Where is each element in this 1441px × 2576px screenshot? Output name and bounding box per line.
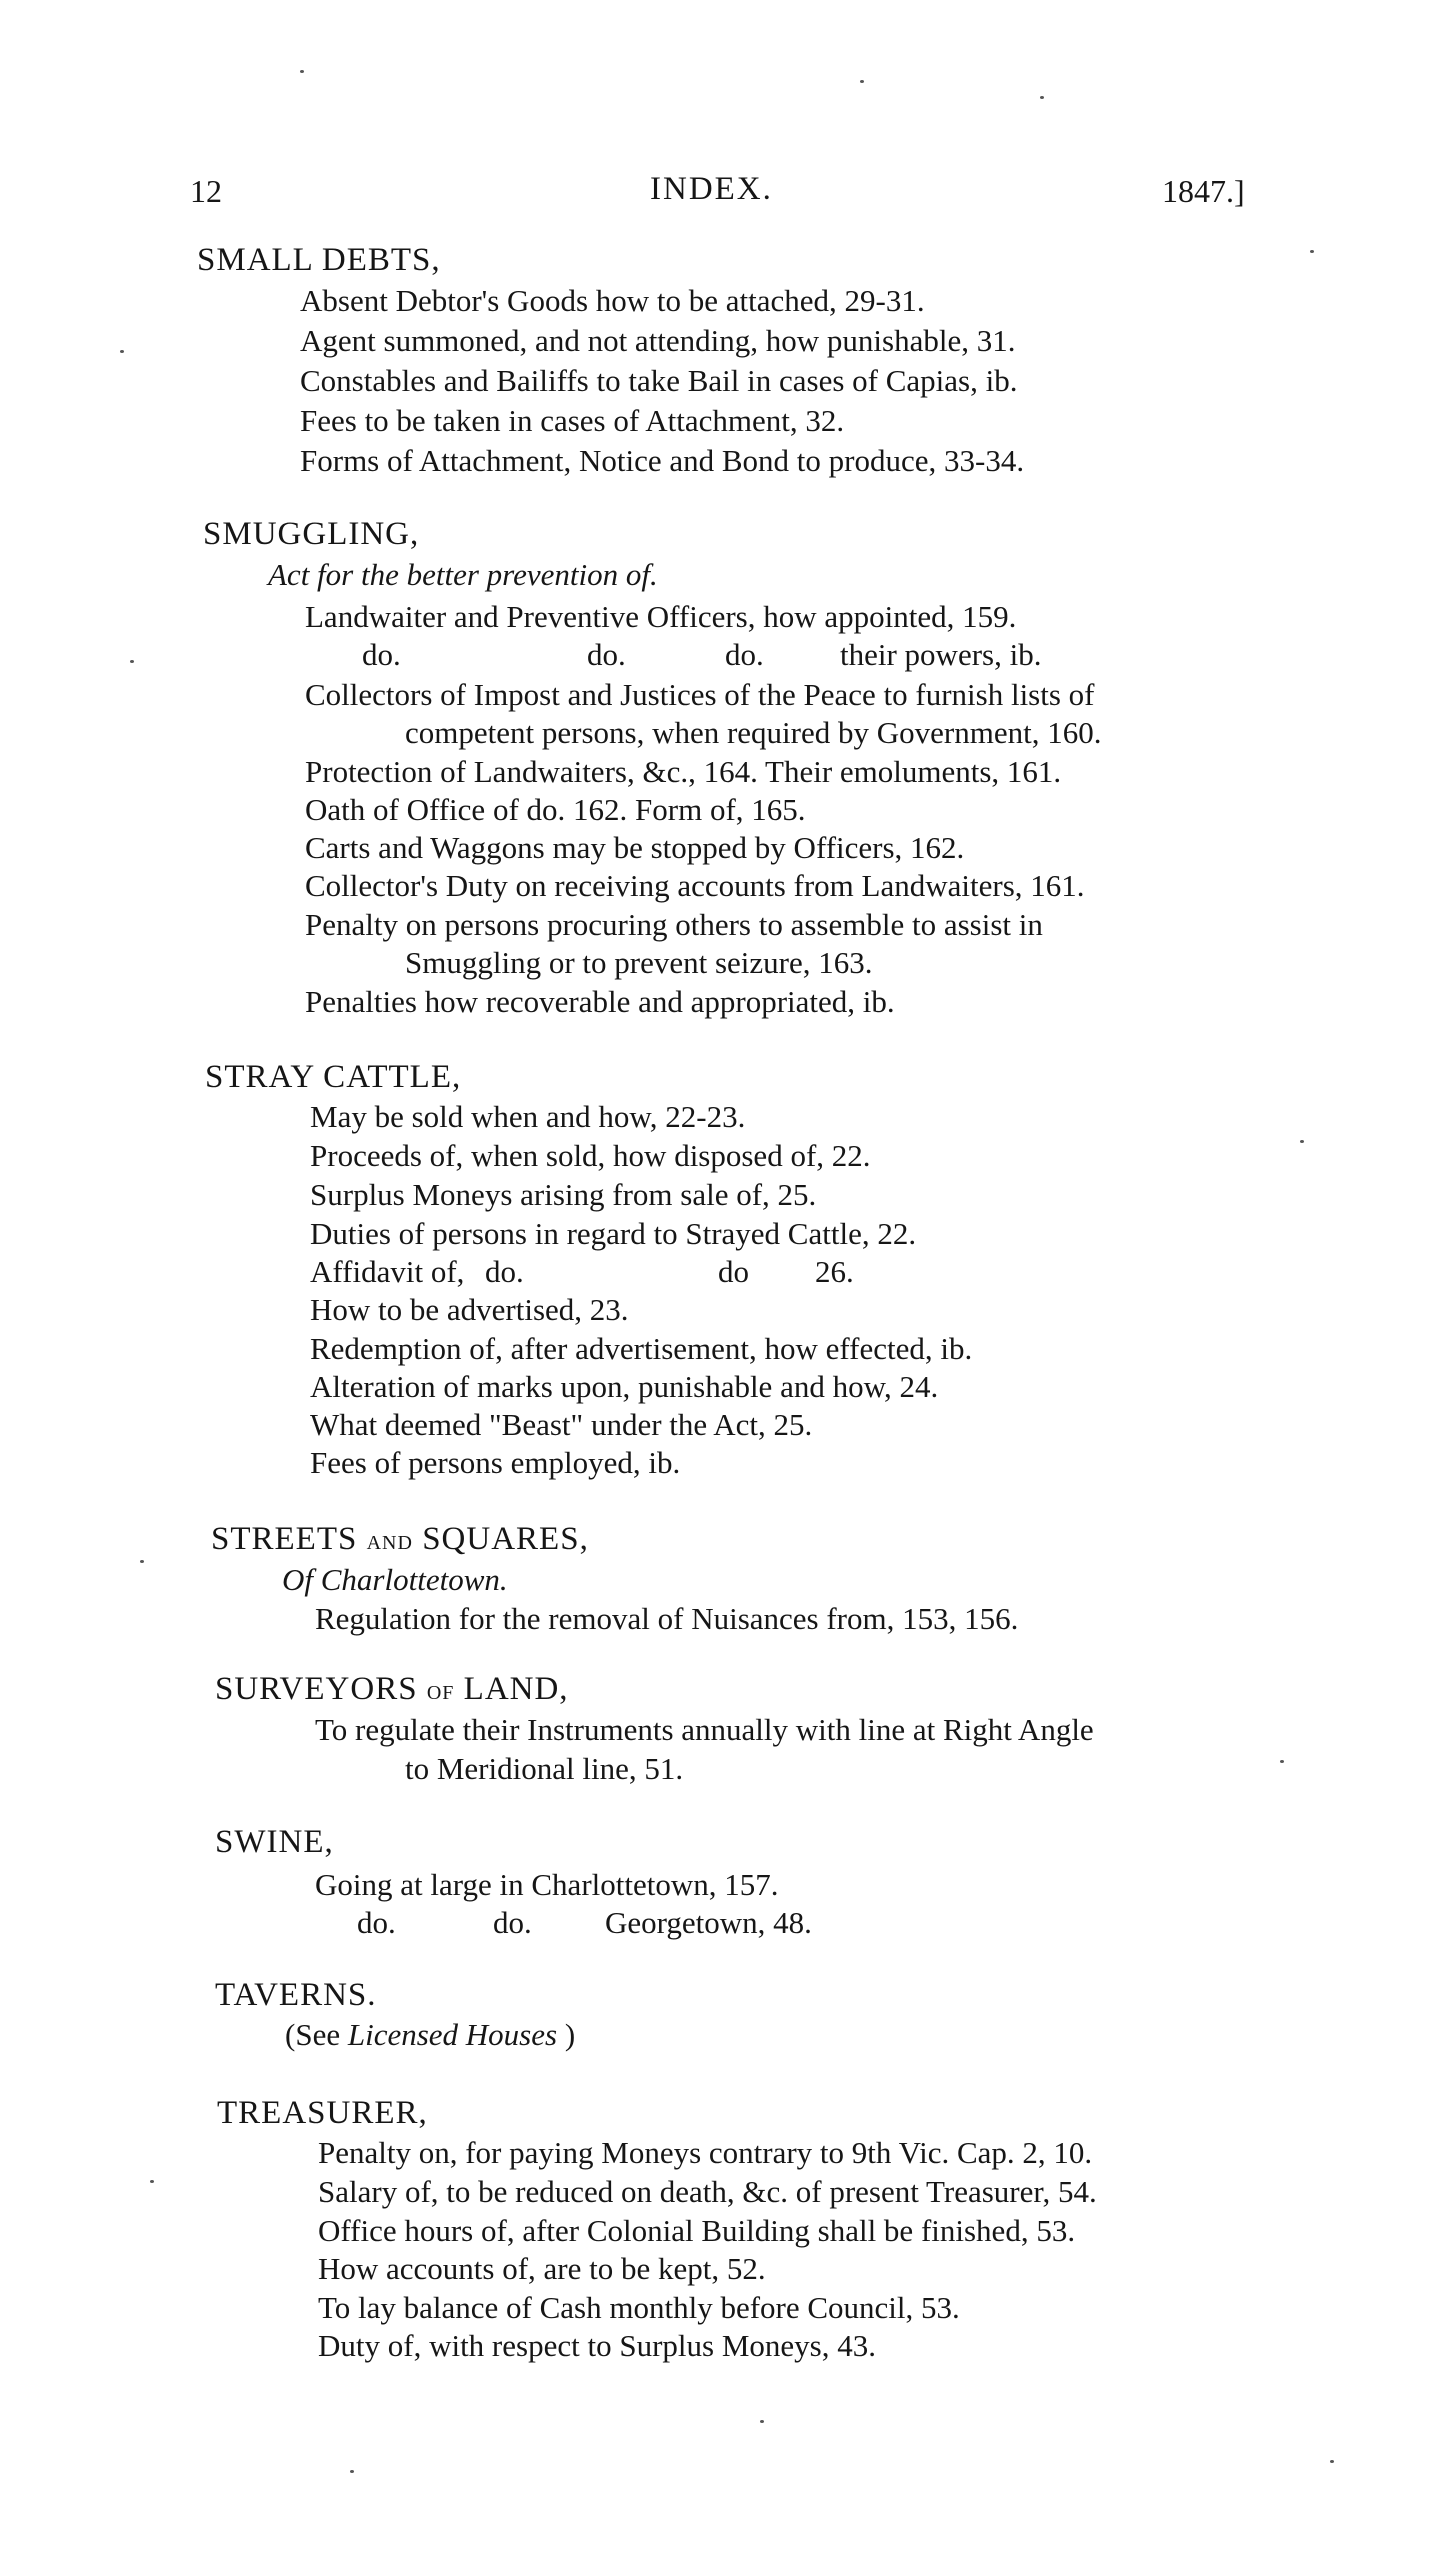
see-close: ) xyxy=(564,2017,576,2052)
index-entry-continued: Smuggling or to prevent seizure, 163. xyxy=(405,945,873,980)
page-title: INDEX. xyxy=(650,171,773,207)
section-heading xyxy=(215,1669,569,1713)
scan-speck xyxy=(1280,1760,1284,1763)
index-entry: Protection of Landwaiters, &c., 164. Their emoluments, 161. xyxy=(305,754,1062,789)
see-reference: Licensed Houses xyxy=(347,2017,558,2052)
index-entry: What deemed "Beast" under the Act, 25. xyxy=(310,1407,813,1442)
index-entry: Duty of, with respect to Surplus Moneys, 43. xyxy=(318,2328,876,2363)
heading-word: SURVEYORS xyxy=(215,1671,418,1707)
index-entry: How accounts of, are to be kept, 52. xyxy=(318,2251,766,2286)
scan-speck xyxy=(860,80,864,83)
index-entry: Penalty on, for paying Moneys contrary to 9th Vic. Cap. 2, 10. xyxy=(318,2135,1093,2170)
index-entry: Agent summoned, and not attending, how punishable, 31. xyxy=(300,323,1016,358)
section-subheading: Act for the better prevention of. xyxy=(268,557,658,592)
index-entry: Affidavit of, xyxy=(310,1254,465,1289)
ditto-mark: do. xyxy=(493,1905,532,1940)
index-entry: Collectors of Impost and Justices of the Peace to furnish lists of xyxy=(305,677,1095,712)
index-entry: Penalty on persons procuring others to assemble to assist in xyxy=(305,907,1043,942)
heading-word: LAND, xyxy=(463,1671,569,1707)
section-heading: STRAY CATTLE, xyxy=(205,1059,462,1095)
index-entry: Absent Debtor's Goods how to be attached, 29-31. xyxy=(300,283,925,318)
index-entry: Fees of persons employed, ib. xyxy=(310,1445,681,1480)
index-entry: Forms of Attachment, Notice and Bond to produce, 33-34. xyxy=(300,443,1025,478)
index-entry: their powers, ib. xyxy=(840,637,1042,672)
ditto-mark: do. xyxy=(725,637,764,672)
ditto-mark: do. xyxy=(357,1905,396,1940)
index-entry: May be sold when and how, 22-23. xyxy=(310,1099,746,1134)
index-entry: Alteration of marks upon, punishable and how, 24. xyxy=(310,1369,939,1404)
index-entry: 26. xyxy=(815,1254,854,1289)
index-entry: Duties of persons in regard to Strayed Cattle, 22. xyxy=(310,1216,917,1251)
ditto-mark: do. xyxy=(362,637,401,672)
index-entry: Penalties how recoverable and appropriated, ib. xyxy=(305,984,895,1019)
index-entry: Fees to be taken in cases of Attachment, 32. xyxy=(300,403,845,438)
ditto-mark: do. xyxy=(587,637,626,672)
section-heading xyxy=(211,1519,589,1563)
scan-speck xyxy=(1300,1140,1304,1143)
scan-speck xyxy=(1330,2460,1334,2463)
ditto-mark: do xyxy=(718,1254,749,1289)
page-number: 12 xyxy=(190,173,222,209)
scan-speck xyxy=(1310,250,1314,253)
index-entry: Georgetown, 48. xyxy=(605,1905,812,1940)
section-heading: TAVERNS. xyxy=(215,1977,377,2013)
section-subheading: Of Charlottetown. xyxy=(282,1562,508,1597)
ditto-mark: do. xyxy=(485,1254,524,1289)
scan-speck xyxy=(120,350,124,353)
index-entry: Landwaiter and Preventive Officers, how appointed, 159. xyxy=(305,599,1017,634)
index-entry: To lay balance of Cash monthly before Council, 53. xyxy=(318,2290,960,2325)
index-entry: To regulate their Instruments annually with line at Right Angle xyxy=(315,1712,1094,1747)
scan-speck xyxy=(300,70,304,73)
index-entry: Redemption of, after advertisement, how effected, ib. xyxy=(310,1331,973,1366)
heading-word: STREETS xyxy=(211,1521,358,1557)
scan-speck xyxy=(760,2420,764,2423)
index-entry: How to be advertised, 23. xyxy=(310,1292,629,1327)
index-entry-continued: to Meridional line, 51. xyxy=(405,1751,684,1786)
year-label: 1847.] xyxy=(1162,173,1245,209)
scan-speck xyxy=(1040,96,1044,99)
see-label: (See xyxy=(285,2017,341,2052)
index-entry: Surplus Moneys arising from sale of, 25. xyxy=(310,1177,817,1212)
index-entry: Carts and Waggons may be stopped by Officers, 162. xyxy=(305,830,965,865)
index-entry: Regulation for the removal of Nuisances from, 153, 156. xyxy=(315,1601,1019,1636)
scan-speck xyxy=(130,660,134,663)
index-entry: Proceeds of, when sold, how disposed of, 22. xyxy=(310,1138,871,1173)
scan-speck xyxy=(140,1560,144,1563)
heading-word: SQUARES, xyxy=(422,1521,589,1557)
cross-reference xyxy=(285,2016,575,2054)
heading-small-word: AND xyxy=(366,1532,413,1554)
index-entry-continued: competent persons, when required by Government, 160. xyxy=(405,715,1102,750)
section-heading: SMUGGLING, xyxy=(203,516,420,552)
scan-speck xyxy=(150,2180,154,2183)
index-entry: Collector's Duty on receiving accounts from Landwaiters, 161. xyxy=(305,868,1085,903)
section-heading: SWINE, xyxy=(215,1824,334,1860)
section-heading: SMALL DEBTS, xyxy=(197,242,441,278)
index-entry: Office hours of, after Colonial Building shall be finished, 53. xyxy=(318,2213,1076,2248)
heading-small-word: OF xyxy=(426,1682,455,1704)
scan-speck xyxy=(350,2470,354,2473)
index-entry: Salary of, to be reduced on death, &c. of present Treasurer, 54. xyxy=(318,2174,1097,2209)
index-entry: Oath of Office of do. 162. Form of, 165. xyxy=(305,792,806,827)
index-entry: Going at large in Charlottetown, 157. xyxy=(315,1867,779,1902)
index-entry: Constables and Bailiffs to take Bail in cases of Capias, ib. xyxy=(300,363,1018,398)
section-heading: TREASURER, xyxy=(217,2095,428,2131)
